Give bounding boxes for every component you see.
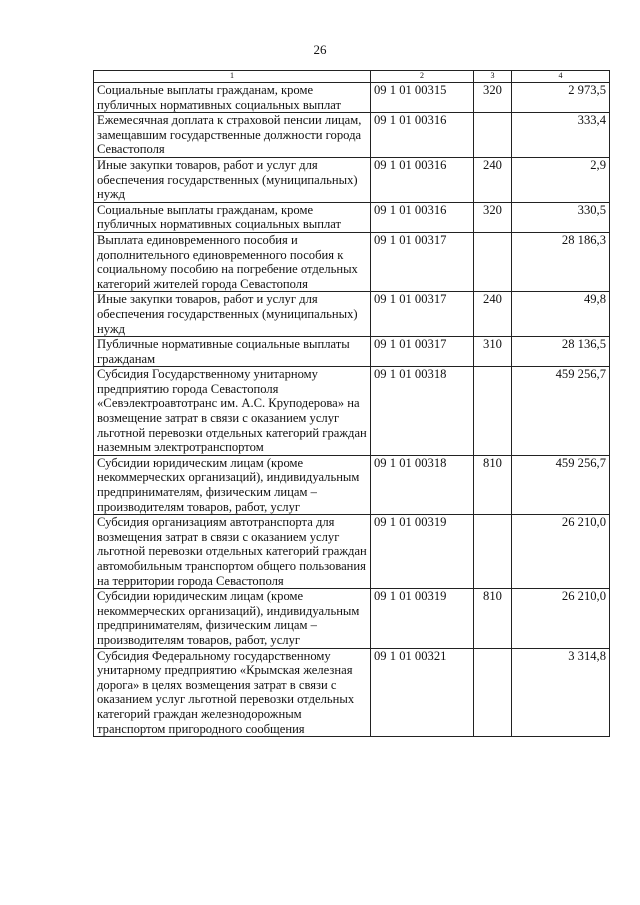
page-number: 26 xyxy=(313,42,327,57)
row-name-cell: Иные закупки товаров, работ и услуг для обеспечения государственных (муниципальных) нужд xyxy=(94,292,371,337)
row-code-cell: 09 1 01 00317 xyxy=(371,232,474,291)
row-amount-cell: 333,4 xyxy=(512,113,610,158)
row-amount-cell: 49,8 xyxy=(512,292,610,337)
row-code-cell: 09 1 01 00317 xyxy=(371,337,474,367)
table-row xyxy=(94,292,610,337)
row-name-cell: Субсидии юридическим лицам (кроме некоммерческих организаций), индивидуальным предпринимателям, физическим лицам – производителям товаров, работ, услуг xyxy=(94,589,371,648)
row-code-cell: 09 1 01 00321 xyxy=(371,648,474,737)
table-row xyxy=(94,113,610,158)
table-row xyxy=(94,232,610,291)
row-expense-type-cell xyxy=(474,113,512,158)
row-code-cell: 09 1 01 00317 xyxy=(371,292,474,337)
row-amount-cell: 28 136,5 xyxy=(512,337,610,367)
row-expense-type-cell: 240 xyxy=(474,157,512,202)
header-col-2: 2 xyxy=(371,71,474,83)
row-amount-cell: 2 973,5 xyxy=(512,83,610,113)
row-code-cell: 09 1 01 00319 xyxy=(371,515,474,589)
table-row xyxy=(94,337,610,367)
row-name-cell: Субсидия Федеральному государственному унитарному предприятию «Крымская железная дорога» в целях возмещения затрат в связи с оказанием услуг льготной перевозки отдельных категорий граждан железнодорожным транспортом пригородного сообщения xyxy=(94,648,371,737)
table-row xyxy=(94,157,610,202)
row-name-cell: Социальные выплаты гражданам, кроме публичных нормативных социальных выплат xyxy=(94,83,371,113)
row-code-cell: 09 1 01 00318 xyxy=(371,367,474,456)
row-expense-type-cell: 810 xyxy=(474,589,512,648)
row-code-cell: 09 1 01 00316 xyxy=(371,202,474,232)
row-amount-cell: 26 210,0 xyxy=(512,515,610,589)
row-name-cell: Выплата единовременного пособия и дополнительного единовременного пособия к социальному пособию на погребение отдельных категорий жителей города Севастополя xyxy=(94,232,371,291)
row-amount-cell: 3 314,8 xyxy=(512,648,610,737)
row-code-cell: 09 1 01 00318 xyxy=(371,455,474,514)
row-code-cell: 09 1 01 00316 xyxy=(371,157,474,202)
row-amount-cell: 459 256,7 xyxy=(512,367,610,456)
row-code-cell: 09 1 01 00315 xyxy=(371,83,474,113)
row-expense-type-cell: 320 xyxy=(474,83,512,113)
row-expense-type-cell xyxy=(474,232,512,291)
row-expense-type-cell: 310 xyxy=(474,337,512,367)
row-expense-type-cell xyxy=(474,515,512,589)
table-body xyxy=(94,83,610,737)
row-name-cell: Субсидия организациям автотранспорта для возмещения затрат в связи с оказанием услуг льготной перевозки отдельных категорий граждан автомобильным транспортом общего пользования на территории города Севастополя xyxy=(94,515,371,589)
row-name-cell: Социальные выплаты гражданам, кроме публичных нормативных социальных выплат xyxy=(94,202,371,232)
table-row xyxy=(94,202,610,232)
row-name-cell: Публичные нормативные социальные выплаты гражданам xyxy=(94,337,371,367)
table-row xyxy=(94,455,610,514)
row-expense-type-cell: 320 xyxy=(474,202,512,232)
row-name-cell: Иные закупки товаров, работ и услуг для обеспечения государственных (муниципальных) нужд xyxy=(94,157,371,202)
row-code-cell: 09 1 01 00316 xyxy=(371,113,474,158)
budget-table xyxy=(93,70,610,737)
row-amount-cell: 2,9 xyxy=(512,157,610,202)
table-row xyxy=(94,515,610,589)
row-name-cell: Субсидии юридическим лицам (кроме некоммерческих организаций), индивидуальным предпринимателям, физическим лицам – производителям товаров, работ, услуг xyxy=(94,455,371,514)
row-amount-cell: 28 186,3 xyxy=(512,232,610,291)
row-amount-cell: 26 210,0 xyxy=(512,589,610,648)
row-amount-cell: 330,5 xyxy=(512,202,610,232)
row-code-cell: 09 1 01 00319 xyxy=(371,589,474,648)
row-expense-type-cell xyxy=(474,648,512,737)
row-name-cell: Ежемесячная доплата к страховой пенсии лицам, замещавшим государственные должности города Севастополя xyxy=(94,113,371,158)
row-expense-type-cell: 240 xyxy=(474,292,512,337)
row-expense-type-cell xyxy=(474,367,512,456)
row-expense-type-cell: 810 xyxy=(474,455,512,514)
header-col-1: 1 xyxy=(94,71,371,83)
table-row xyxy=(94,83,610,113)
row-amount-cell: 459 256,7 xyxy=(512,455,610,514)
header-row xyxy=(94,71,610,83)
row-name-cell: Субсидия Государственному унитарному предприятию города Севастополя «Севэлектроавтотранс им. А.С. Круподерова» на возмещение затрат в связи с оказанием услуг льготной перевозки отдельных категорий граждан наземным электротранспортом xyxy=(94,367,371,456)
table-row xyxy=(94,367,610,456)
header-col-3: 3 xyxy=(474,71,512,83)
header-col-4: 4 xyxy=(512,71,610,83)
table-row xyxy=(94,648,610,737)
table-row xyxy=(94,589,610,648)
